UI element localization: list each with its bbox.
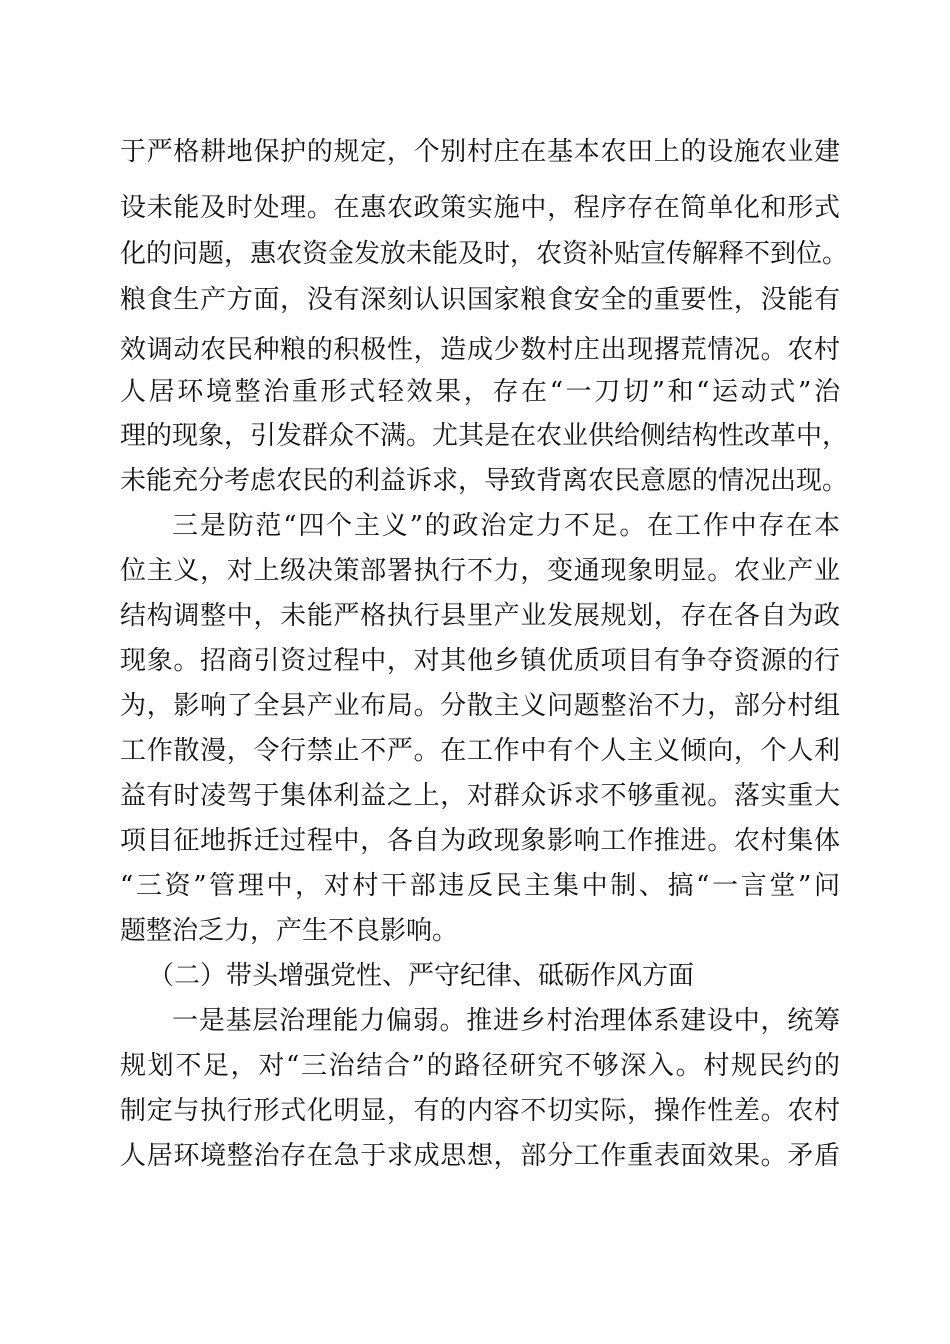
text-line: 现象。招商引资过程中，对其他乡镇优质项目有争夺资源的行 — [120, 646, 840, 676]
text-line: 于严格耕地保护的规定，个别村庄在基本农田上的设施农业建 — [120, 137, 840, 167]
text-line: 未能充分考虑农民的利益诉求，导致背离农民意愿的情况出现。 — [120, 466, 849, 496]
paragraph-start-line: 三是防范“四个主义”的政治定力不足。在工作中存在本 — [172, 511, 840, 541]
text-line: 工作散漫，令行禁止不严。在工作中有个人主义倾向，个人利 — [120, 736, 840, 766]
text-line: 人居环境整治存在急于求成思想，部分工作重表面效果。矛盾 — [120, 1141, 840, 1171]
text-line: 为，影响了全县产业布局。分散主义问题整治不力，部分村组 — [120, 691, 840, 721]
paragraph-start-line: 一是基层治理能力偏弱。推进乡村治理体系建设中，统筹 — [172, 1006, 840, 1036]
text-line: 化的问题，惠农资金发放未能及时，农资补贴宣传解释不到位。 — [120, 239, 849, 269]
text-line: 理的现象，引发群众不满。尤其是在农业供给侧结构性改革中， — [120, 421, 849, 451]
text-line: 位主义，对上级决策部署执行不力，变通现象明显。农业产业 — [120, 556, 840, 586]
text-line: “三资”管理中，对村干部违反民主集中制、搞“一言堂”问 — [120, 871, 840, 901]
text-line: 项目征地拆迁过程中，各自为政现象影响工作推进。农村集体 — [120, 826, 840, 856]
text-line: 粮食生产方面，没有深刻认识国家粮食安全的重要性，没能有 — [120, 285, 840, 315]
paragraph-end-line: 题整治乏力，产生不良影响。 — [120, 916, 459, 946]
text-line: 规划不足，对“三治结合”的路径研究不够深入。村规民约的 — [120, 1051, 840, 1081]
section-heading: （二）带头增强党性、严守纪律、砥砺作风方面 — [148, 961, 695, 991]
text-line: 人居环境整治重形式轻效果，存在“一刀切”和“运动式”治 — [120, 377, 840, 407]
text-line: 设未能及时处理。在惠农政策实施中，程序存在简单化和形式 — [120, 193, 840, 223]
text-line: 制定与执行形式化明显，有的内容不切实际，操作性差。农村 — [120, 1096, 840, 1126]
text-line: 效调动农民种粮的积极性，造成少数村庄出现撂荒情况。农村 — [120, 335, 840, 365]
text-line: 结构调整中，未能严格执行县里产业发展规划，存在各自为政 — [120, 601, 840, 631]
text-line: 益有时凌驾于集体利益之上，对群众诉求不够重视。落实重大 — [120, 781, 840, 811]
